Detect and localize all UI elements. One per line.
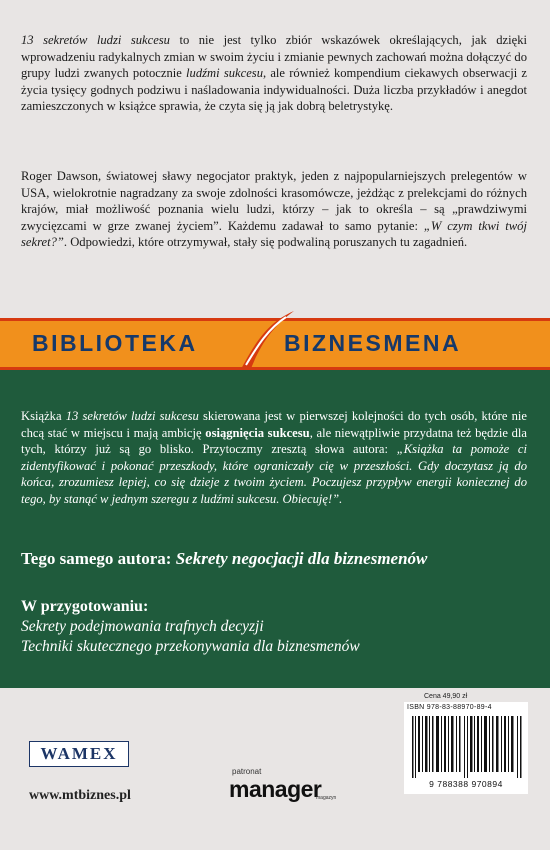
- book-title: 13 sekretów ludzi sukcesu: [21, 33, 170, 47]
- same-author-book-title: Sekrety negocjacji dla biznesmenów: [175, 549, 428, 568]
- in-preparation-heading: W przygotowaniu:: [21, 598, 149, 615]
- same-author-line: Tego samego autora: Sekrety negocjacji dla biznesmenów: [21, 549, 428, 568]
- barcode-icon: [410, 716, 524, 778]
- description-paragraph-2: Roger Dawson, światowej sławy negocjator praktyk, jeden z najpopularniejszych prelegentów w USA, wielokrotnie nagradzany za swoje zdolności krasomówcze, jeżdżąc z prelekcjami do różnych krajów, miał możliwość poznania wielu ludzi, którzy – jak to określa – są „prawdziwymi zwycięzcami w grze zwanej życiem”. Każdemu zadawał to samo pytanie: „W czym tkwi twój sekret?”. Odpowiedzi, które otrzymywał, stały się podwaliną poruszanych tu zagadnień.: [21, 169, 527, 250]
- isbn-label: ISBN 978-83-88970-89-4: [407, 704, 492, 711]
- series-name-right: BIZNESMENA: [284, 330, 462, 356]
- magazine-sub-label: magazyn: [316, 795, 337, 801]
- in-preparation-item: Techniki skutecznego przekonywania dla biznesmenów: [21, 638, 360, 655]
- series-name-left: BIBLIOTEKA: [32, 330, 198, 356]
- swoosh-logo-icon: [236, 305, 296, 375]
- publisher-logo: WAMEX: [29, 741, 129, 767]
- in-preparation-item: Sekrety podejmowania trafnych decyzji: [21, 618, 264, 635]
- barcode-digits: 9 788388 970894: [429, 779, 503, 789]
- description-paragraph-1: 13 sekretów ludzi sukcesu to nie jest tylko zbiór wskazówek określających, jak dzięki wprowadzeniu radykalnych zmian w swoim życiu i zmianie pewnych zachowań można dołączyć do grupy ludzi zwanych potocznie ludźmi sukcesu, ale również kompendium ciekawych obserwacji z życia tysięcy godnych podziwu i naśladowania indywidualności. Duża liczba przykładów i anegdot zamieszczonych w książce sprawia, że czyta się ją jak dobrą beletrystykę.: [21, 33, 527, 114]
- book-recommendation-paragraph: Książka 13 sekretów ludzi sukcesu skierowana jest w pierwszej kolejności do tych osób, które nie chcą stać w miejscu i mają ambicję osiągnięcia sukcesu, ale niewątpliwie przydatna też będzie dla tych, którzy już są go blisko. Przytoczmy zresztą słowa autora: „Książka ta pomoże ci zidentyfikować i pokonać przeszkody, które ograniczały cię w przeszłości. Gdy doczytasz ją do końca, zrozumiesz lepiej, co się dzieje z twoim życiem. Poczujesz przypływ energii koniecznej do tego, by stanąć w jednym szeregu z ludźmi sukcesu. Obiecuję!”.: [21, 409, 528, 506]
- manager-magazine-logo: manager: [229, 776, 322, 802]
- price-label: Cena 49,90 zł: [424, 693, 468, 700]
- website-link[interactable]: www.mtbiznes.pl: [29, 788, 131, 803]
- patron-label: patronat: [232, 767, 262, 776]
